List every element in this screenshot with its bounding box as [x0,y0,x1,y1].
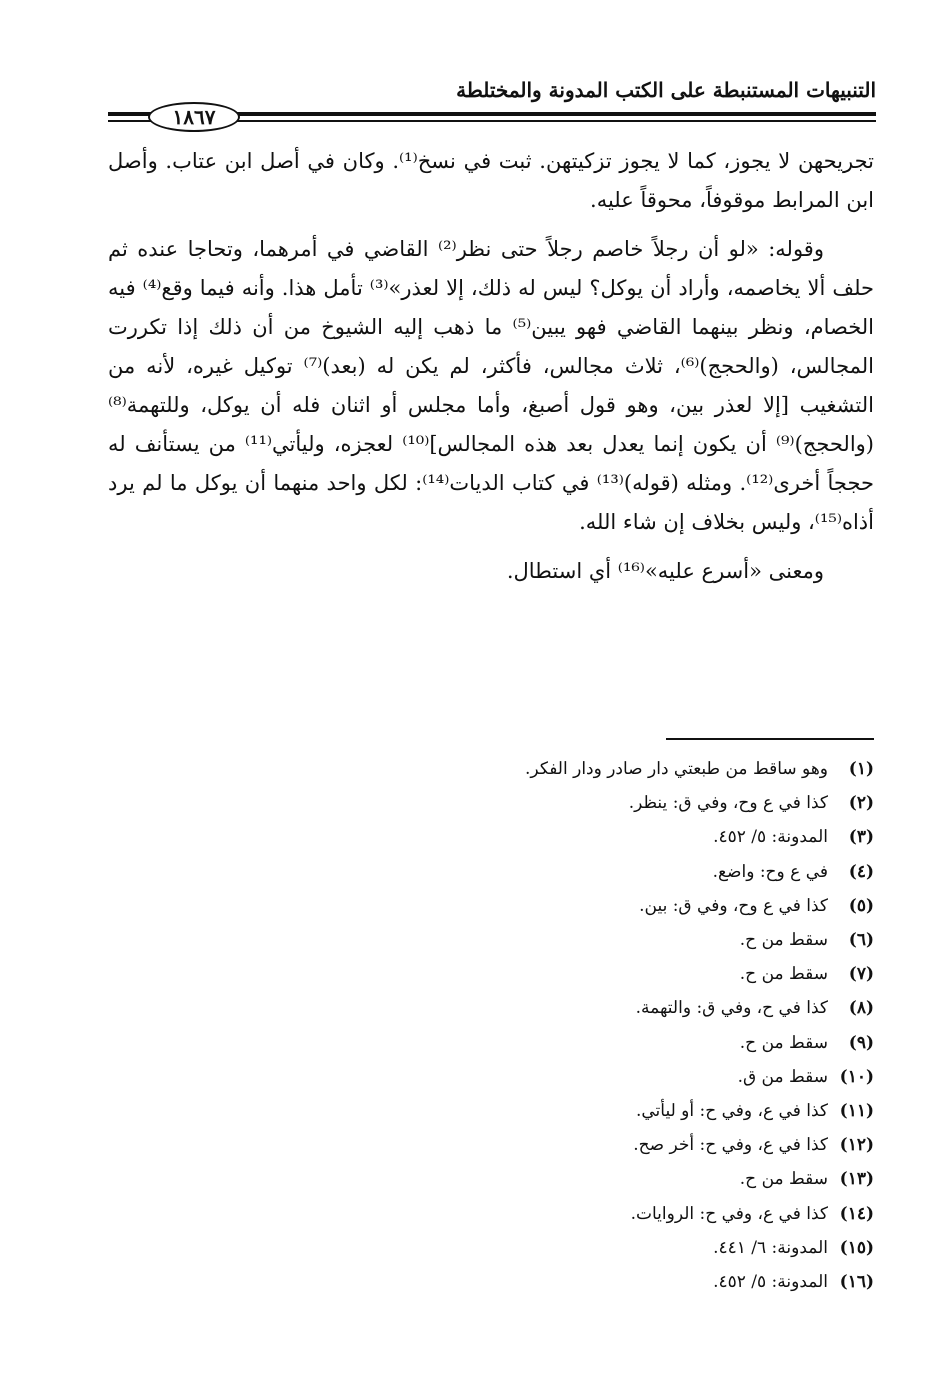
footnote-number: (٢) [848,793,874,814]
footnote [108,1162,874,1196]
footnote-number: (٣) [848,827,874,848]
footnote-text: كذا في ع وح، وفي ق: ينظر. [628,793,828,814]
footnote [108,889,874,923]
footnote [108,752,874,786]
page-header [108,72,876,132]
footnote [108,957,874,991]
footnote-text: المدونة: ٥/ ٤٥٢. [713,1272,828,1293]
footnote-text: كذا في ع وح، وفي ق: بين. [639,895,828,916]
paragraph: ومعنى «أسرع عليه»⁽¹⁶⁾ أي استطال. [506,559,824,583]
footnote-number: (١٥) [839,1237,874,1258]
footnote-number: (٥) [848,895,874,916]
running-title: التنبيهات المستنبطة على الكتب المدونة والمختلطة [456,78,876,102]
footnote-text: في ع وح: واضع. [712,861,828,882]
footnote-text: سقط من ح. [739,1032,828,1053]
footnote [108,991,874,1025]
footnote-number: (١٦) [839,1272,874,1293]
footnote-number: (١٣) [839,1169,874,1190]
footnote-number: (١٠) [839,1066,874,1087]
footnote-text: كذا في ع، وفي ح: الروايات. [630,1203,828,1224]
paragraph: تجريحهن لا يجوز، كما لا يجوز تزكيتهن. ثبت في نسخ⁽¹⁾. وكان في أصل ابن عتاب. وأصل ابن المرابط موقوفاً، محوقاً عليه. [108,149,874,212]
footnote [108,786,874,820]
footnote-number: (١٤) [839,1203,874,1224]
footnote-number: (٧) [848,964,874,985]
footnotes-list [108,752,874,1299]
footnote-separator [666,738,874,740]
footnote-text: كذا في ع، وفي ح: أو ليأتي. [635,1101,828,1122]
footnote-number: (٦) [848,930,874,951]
footnote [108,1026,874,1060]
footnote-text: سقط من ح. [739,964,828,985]
footnote [108,923,874,957]
footnote-number: (١٢) [839,1135,874,1156]
footnote-text: المدونة: ٥/ ٤٥٢. [713,827,828,848]
paragraph: وقوله: «لو أن رجلاً خاصم رجلاً حتى نظر⁽²⁾ القاضي في أمرهما، وتحاجا عنده ثم حلف ألا يخاصمه، وأراد أن يوكل؟ ليس له ذلك، إلا لعذر»⁽³⁾ تأمل هذا. وأنه فيما وقع⁽⁴⁾ فيه الخصام، ونظر بينهما القاضي فهو يبين⁽⁵⁾ ما ذهب إليه الشيوخ من أن ذلك إذا تكررت المجالس، (والحجج)⁽⁶⁾، ثلاث مجالس، فأكثر، لم يكن له (بعد)⁽⁷⁾ توكيل غيره، لأنه من التشغيب [إلا لعذر بين، وهو قول أصبغ، وأما مجلس أو اثنان فله أن يوكل، وللتهمة⁽⁸⁾ (والحجج)⁽⁹⁾ أن يكون إنما يعدل بعد هذه المجالس]⁽¹⁰⁾ لعجزه، وليأتي⁽¹¹⁾ من يستأنف له حججاً أخرى⁽¹²⁾. ومثله (قوله)⁽¹³⁾ في كتاب الديات⁽¹⁴⁾: لكل واحد منهما أن يوكل ما لم يرد أذاه⁽¹⁵⁾، وليس بخلاف إن شاء الله. [108,237,875,534]
footnote-number: (٨) [848,998,874,1019]
footnote-number: (٩) [848,1032,874,1053]
footnote [108,1094,874,1128]
footnote-number: (١١) [839,1101,874,1122]
footnote-text: سقط من ح. [739,1169,828,1190]
footnote-text: سقط من ح. [739,930,828,951]
footnote [108,855,874,889]
footnote [108,1060,874,1094]
main-text [108,142,874,591]
footnote-text: وهو ساقط من طبعتي دار صادر ودار الفكر. [525,759,828,779]
footnote-text: المدونة: ٦/ ٤٤١. [713,1237,828,1258]
footnote [108,1231,874,1265]
footnote-text: كذا في ع، وفي ح: أخر صح. [633,1135,828,1156]
footnote [108,820,874,854]
footnote [108,1265,874,1299]
page-number-badge: ١٨٦٧ [148,102,240,132]
footnote-text: كذا في ح، وفي ق: والتهمة. [635,998,828,1019]
footnote [108,1197,874,1231]
footnote-text: سقط من ق. [737,1066,828,1087]
footnote-number: (١) [848,759,874,779]
footnote [108,1128,874,1162]
footnote-number: (٤) [848,861,874,882]
